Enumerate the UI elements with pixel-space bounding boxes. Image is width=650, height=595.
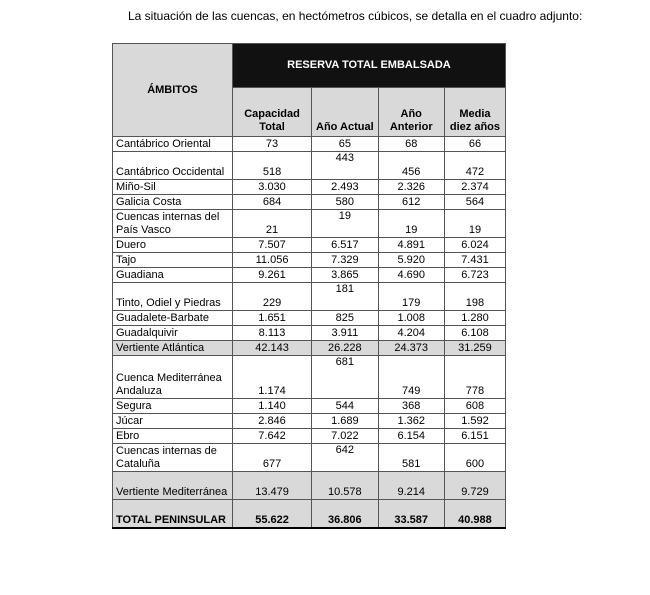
- column-header: Año Anterior: [378, 88, 444, 137]
- row-name: Cuencas internas de Cataluña: [113, 444, 233, 472]
- row-value: 19: [444, 210, 505, 238]
- row-value: 608: [444, 399, 505, 414]
- row-value: 8.113: [232, 326, 311, 341]
- row-name: Guadalquivir: [113, 326, 233, 341]
- row-value: 1.651: [232, 311, 311, 326]
- row-name: Vertiente Atlántica: [113, 341, 233, 356]
- row-value: 4.891: [378, 238, 444, 253]
- row-value: 600: [444, 444, 505, 472]
- row-value: 1.140: [232, 399, 311, 414]
- row-value: 4.690: [378, 268, 444, 283]
- row-value: 9.261: [232, 268, 311, 283]
- row-value: 778: [444, 356, 505, 399]
- row-value: 581: [378, 444, 444, 472]
- column-header: Media diez años: [444, 88, 505, 137]
- row-name: Tinto, Odiel y Piedras: [113, 283, 233, 311]
- row-name: Guadalete-Barbate: [113, 311, 233, 326]
- row-value: 2.493: [312, 180, 378, 195]
- row-value: 73: [232, 137, 311, 152]
- row-value: 42.143: [232, 341, 311, 356]
- row-value: 19: [378, 210, 444, 238]
- table-row: [113, 472, 506, 500]
- row-value: 677: [232, 444, 311, 472]
- row-value: 2.326: [378, 180, 444, 195]
- group-header: RESERVA TOTAL EMBALSADA: [232, 44, 505, 88]
- row-value: 472: [444, 152, 505, 180]
- table-row: [113, 326, 506, 341]
- row-value: 9.729: [444, 472, 505, 500]
- row-value: 68: [378, 137, 444, 152]
- row-value: 1.008: [378, 311, 444, 326]
- row-value: 749: [378, 356, 444, 399]
- table-row: [113, 341, 506, 356]
- row-value: 6.154: [378, 429, 444, 444]
- row-value: 6.108: [444, 326, 505, 341]
- table-row: [113, 399, 506, 414]
- row-value: 66: [444, 137, 505, 152]
- row-value: 6.723: [444, 268, 505, 283]
- row-name: Ebro: [113, 429, 233, 444]
- row-value: 19: [312, 210, 378, 238]
- row-value: 7.642: [232, 429, 311, 444]
- table-row: [113, 238, 506, 253]
- table-row: [113, 356, 506, 399]
- row-value: 65: [312, 137, 378, 152]
- row-value: 26.228: [312, 341, 378, 356]
- row-value: 3.030: [232, 180, 311, 195]
- row-name: Júcar: [113, 414, 233, 429]
- table-row: [113, 195, 506, 210]
- row-name: Duero: [113, 238, 233, 253]
- row-name: Segura: [113, 399, 233, 414]
- table-row: [113, 180, 506, 195]
- row-value: 40.988: [444, 500, 505, 528]
- row-value: 7.507: [232, 238, 311, 253]
- row-value: 1.280: [444, 311, 505, 326]
- row-value: 7.022: [312, 429, 378, 444]
- table-row: [113, 500, 506, 528]
- column-header: Capacidad Total: [232, 88, 311, 137]
- row-value: 612: [378, 195, 444, 210]
- row-value: 181: [312, 283, 378, 311]
- row-value: 179: [378, 283, 444, 311]
- row-value: 544: [312, 399, 378, 414]
- table-row: [113, 283, 506, 311]
- row-value: 6.151: [444, 429, 505, 444]
- row-value: 825: [312, 311, 378, 326]
- row-value: 642: [312, 444, 378, 472]
- row-value: 2.374: [444, 180, 505, 195]
- row-value: 3.911: [312, 326, 378, 341]
- row-value: 443: [312, 152, 378, 180]
- row-name: Tajo: [113, 253, 233, 268]
- row-value: 21: [232, 210, 311, 238]
- table-row: [113, 210, 506, 238]
- row-name: Cuenca Mediterránea Andaluza: [113, 356, 233, 399]
- row-value: 684: [232, 195, 311, 210]
- row-value: 7.431: [444, 253, 505, 268]
- row-value: 9.214: [378, 472, 444, 500]
- row-value: 55.622: [232, 500, 311, 528]
- row-value: 6.024: [444, 238, 505, 253]
- row-value: 564: [444, 195, 505, 210]
- row-name: Vertiente Mediterránea: [113, 472, 233, 500]
- row-value: 5.920: [378, 253, 444, 268]
- table-row: [113, 152, 506, 180]
- row-value: 36.806: [312, 500, 378, 528]
- row-value: 11.056: [232, 253, 311, 268]
- row-value: 10.578: [312, 472, 378, 500]
- row-value: 580: [312, 195, 378, 210]
- corner-header: ÁMBITOS: [113, 44, 233, 137]
- table-row: [113, 268, 506, 283]
- table-row: [113, 137, 506, 152]
- table-body: [113, 137, 506, 528]
- row-value: 229: [232, 283, 311, 311]
- reservoir-table: [112, 43, 506, 529]
- row-value: 518: [232, 152, 311, 180]
- row-value: 4.204: [378, 326, 444, 341]
- row-value: 6.517: [312, 238, 378, 253]
- row-name: Cantábrico Occidental: [113, 152, 233, 180]
- row-value: 681: [312, 356, 378, 399]
- row-name: Cuencas internas del País Vasco: [113, 210, 233, 238]
- row-value: 368: [378, 399, 444, 414]
- row-value: 456: [378, 152, 444, 180]
- row-value: 33.587: [378, 500, 444, 528]
- table-row: [113, 414, 506, 429]
- row-value: 198: [444, 283, 505, 311]
- row-value: 1.174: [232, 356, 311, 399]
- row-name: Guadiana: [113, 268, 233, 283]
- table-row: [113, 429, 506, 444]
- row-value: 24.373: [378, 341, 444, 356]
- row-value: 2.846: [232, 414, 311, 429]
- row-value: 31.259: [444, 341, 505, 356]
- row-name: Cantábrico Oriental: [113, 137, 233, 152]
- table-row: [113, 311, 506, 326]
- row-name: Galicia Costa: [113, 195, 233, 210]
- row-value: 1.592: [444, 414, 505, 429]
- row-name: Miño-Sil: [113, 180, 233, 195]
- row-value: 7.329: [312, 253, 378, 268]
- row-value: 13.479: [232, 472, 311, 500]
- row-value: 3.865: [312, 268, 378, 283]
- table-row: [113, 444, 506, 472]
- row-name: TOTAL PENINSULAR: [113, 500, 233, 528]
- column-header: Año Actual: [312, 88, 378, 137]
- row-value: 1.689: [312, 414, 378, 429]
- intro-text: La situación de las cuencas, en hectómetros cúbicos, se detalla en el cuadro adjunto:: [128, 9, 583, 23]
- row-value: 1.362: [378, 414, 444, 429]
- table-row: [113, 253, 506, 268]
